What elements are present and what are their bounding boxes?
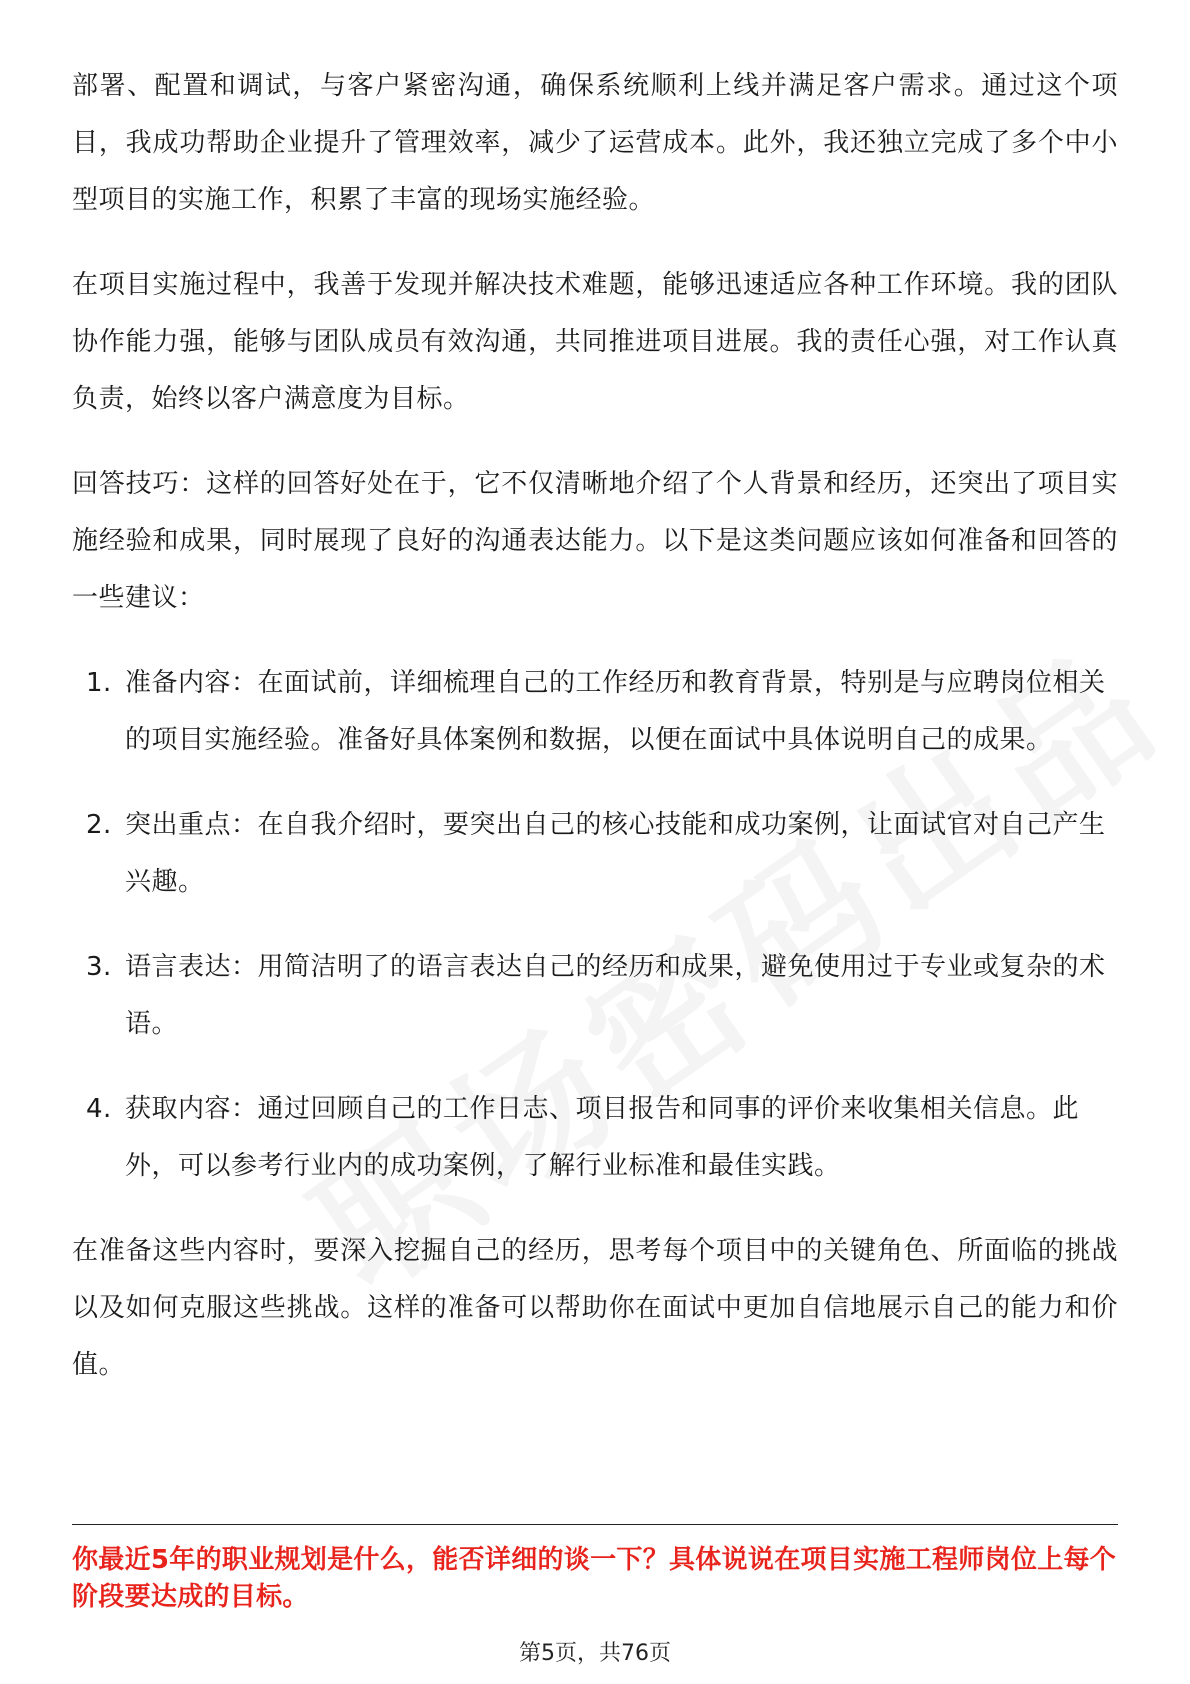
- list-item-text: 突出重点：在自我介绍时，要突出自己的核心技能和成功案例，让面试官对自己产生兴趣。: [125, 810, 1106, 897]
- list-item: [72, 797, 1118, 911]
- list-item: [72, 655, 1118, 769]
- list-item-number: 2.: [86, 810, 112, 840]
- content-body: [72, 58, 1118, 1422]
- list-item: [72, 1081, 1118, 1195]
- list-item-text: 获取内容：通过回顾自己的工作日志、项目报告和同事的评价来收集相关信息。此外，可以参考行业内的成功案例，了解行业标准和最佳实践。: [125, 1094, 1080, 1181]
- paragraph-project-experience: 部署、配置和调试，与客户紧密沟通，确保系统顺利上线并满足客户需求。通过这个项目，我成功帮助企业提升了管理效率，减少了运营成本。此外，我还独立完成了多个中小型项目的实施工作，积累了丰富的现场实施经验。: [72, 71, 1118, 215]
- page-number-footer: 第5页，共76页: [519, 1641, 671, 1666]
- section-divider: [72, 1524, 1118, 1525]
- list-item-text: 准备内容：在面试前，详细梳理自己的工作经历和教育背景，特别是与应聘岗位相关的项目实施经验。准备好具体案例和数据，以便在面试中具体说明自己的成果。: [125, 668, 1106, 755]
- list-item-number: 3.: [86, 952, 112, 982]
- paragraph-closing: 在准备这些内容时，要深入挖掘自己的经历，思考每个项目中的关键角色、所面临的挑战以及如何克服这些挑战。这样的准备可以帮助你在面试中更加自信地展示自己的能力和价值。: [72, 1236, 1118, 1380]
- paragraph-strengths: 在项目实施过程中，我善于发现并解决技术难题，能够迅速适应各种工作环境。我的团队协作能力强，能够与团队成员有效沟通，共同推进项目进展。我的责任心强，对工作认真负责，始终以客户满意度为目标。: [72, 270, 1118, 414]
- list-item: [72, 939, 1118, 1053]
- list-item-number: 1.: [86, 668, 112, 698]
- list-item-number: 4.: [86, 1094, 112, 1124]
- suggestion-list: [72, 655, 1118, 1195]
- list-item-text: 语言表达：用简洁明了的语言表达自己的经历和成果，避免使用过于专业或复杂的术语。: [125, 952, 1106, 1039]
- paragraph-answer-tips: 回答技巧：这样的回答好处在于，它不仅清晰地介绍了个人背景和经历，还突出了项目实施经验和成果，同时展现了良好的沟通表达能力。以下是这类问题应该如何准备和回答的一些建议：: [72, 469, 1118, 613]
- next-question-heading: 你最近5年的职业规划是什么，能否详细的谈一下？具体说说在项目实施工程师岗位上每个阶段要达成的目标。: [72, 1545, 1117, 1612]
